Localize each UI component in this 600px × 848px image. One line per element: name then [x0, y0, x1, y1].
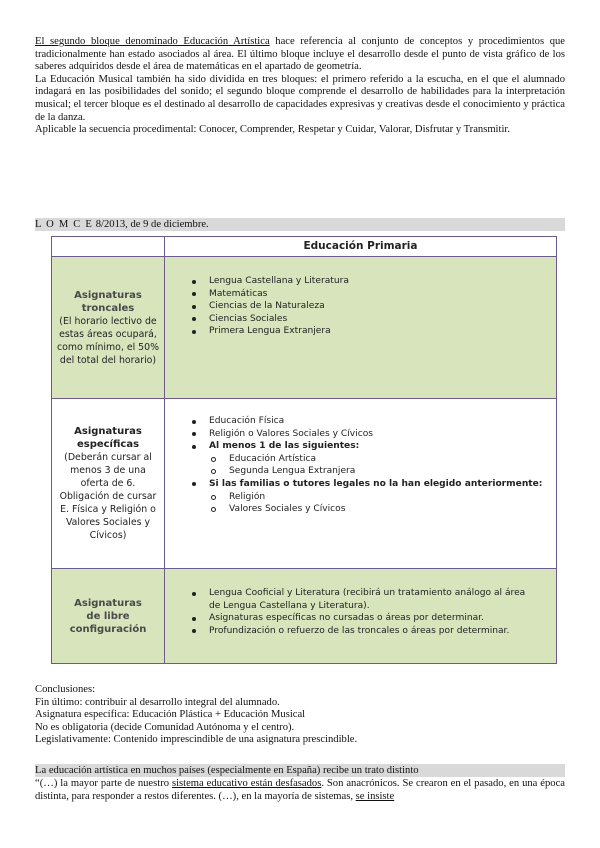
conclusion-line: Fin último: contribuir al desarrollo integral del alumnado. — [35, 696, 280, 708]
list-item: Ciencias Sociales — [189, 313, 349, 326]
group-2-label: Si las familias o tutores legales no la han elegido anteriormente: — [209, 478, 543, 489]
libre-label-cell — [52, 569, 165, 663]
law-acronym: L O M C E — [35, 219, 94, 230]
subjects-table — [51, 236, 557, 664]
sublist-item: Educación Artística — [189, 453, 542, 466]
troncales-title: Asignaturas troncales — [74, 289, 142, 314]
especificas-list-cell — [165, 399, 556, 568]
libre-title: Asignaturas de libre configuración — [69, 597, 147, 635]
table-header — [52, 237, 556, 257]
quote-paragraph — [35, 778, 565, 803]
troncales-list — [189, 275, 349, 338]
sublist-item: Religión — [189, 491, 542, 504]
intro-paragraph-2: La Educación Musical también ha sido dividida en tres bloques: el primero referido a la escucha, en el que el alumnado indagará en las posibilidades del sonido; el segundo bloque comprende el desarrollo de habilidades para la interpretación musical; el tercer bloque es el destinado al desarrollo de capacidades expresivas y creativas desde el conocimiento y práctica de la danza. — [35, 73, 565, 123]
table-header-empty-cell — [52, 237, 165, 256]
law-date: 8/2013, de 9 de diciembre. — [93, 219, 209, 230]
intro-underlined-lead: El segundo bloque denominado Educación Artística — [35, 36, 270, 47]
table-row-especificas — [52, 399, 556, 569]
especificas-title: Asignaturas específicas — [74, 426, 142, 450]
sublist-item: Valores Sociales y Cívicos — [189, 503, 542, 516]
troncales-note: (El horario lectivo de estas áreas ocupará, como mínimo, el 50% del total del horario) — [56, 315, 160, 366]
list-item-group-2 — [189, 478, 542, 516]
list-item: Profundización o refuerzo de las troncales o áreas por determinar. — [189, 625, 529, 638]
quote-start: “(…) la mayor parte de nuestro — [35, 778, 172, 789]
troncales-list-cell — [165, 257, 556, 398]
law-reference-band — [35, 218, 565, 231]
list-item: Asignaturas específicas no cursadas o áreas por determinar. — [189, 612, 529, 625]
especificas-note-1: (Deberán cursar al menos 3 de una oferta de 6. — [64, 452, 152, 489]
libre-list-cell — [165, 569, 556, 663]
bottom-heading: La educación artística en muchos países (especialmente en España) recibe un trato distinto — [35, 765, 419, 776]
quote-underlined-1: sistema educativo están desfasados — [171, 778, 322, 789]
intro-paragraph-3: Aplicable la secuencia procedimental: Conocer, Comprender, Respetar y Cuidar, Valorar, Disfrutar y Transmitir. — [35, 124, 510, 136]
especificas-list — [189, 415, 542, 516]
table-row-troncales — [52, 257, 556, 399]
intro-section — [35, 36, 565, 137]
list-item: Ciencias de la Naturaleza — [189, 300, 349, 313]
list-item: Educación Física — [189, 415, 542, 428]
troncales-label-cell — [52, 257, 165, 398]
intro-paragraph-1-text: hace referencia al conjunto de conceptos y procedimientos que tradicionalmente han estado asociados al área. El último bloque incluye el desarrollo desde el punto de vista gráfico de los saberes adquiridos desde el área de matemáticas en el apartado de geometría. — [35, 36, 565, 73]
quote-underlined-2: se insiste — [355, 790, 395, 802]
libre-list — [189, 587, 529, 637]
list-item-group-1 — [189, 440, 542, 478]
intro-paragraph-1 — [35, 36, 565, 74]
table-header-title: Educación Primaria — [303, 240, 418, 252]
group-2-sublist — [189, 491, 542, 516]
especificas-note-2: Obligación de cursar E. Física y Religión o Valores Sociales y Cívicos) — [59, 491, 157, 541]
table-row-libre — [52, 569, 556, 663]
list-item: Lengua Castellana y Literatura — [189, 275, 349, 288]
list-item: Religión o Valores Sociales y Cívicos — [189, 428, 542, 441]
conclusion-line: Asignatura específica: Educación Plástica + Educación Musical — [35, 709, 306, 721]
conclusion-line: Legislativamente: Contenido imprescindible de una asignatura prescindible. — [35, 734, 358, 746]
list-item: Lengua Cooficial y Literatura (recibirá un tratamiento análogo al área de Lengua Castellana y Literatura). — [189, 587, 529, 612]
group-1-sublist — [189, 453, 542, 478]
especificas-label-cell — [52, 399, 165, 568]
conclusion-line: No es obligatoria (decide Comunidad Autónoma y el centro). — [35, 721, 295, 733]
list-item: Primera Lengua Extranjera — [189, 325, 349, 338]
sublist-item: Segunda Lengua Extranjera — [189, 465, 542, 478]
bottom-heading-band — [35, 764, 565, 777]
conclusions-heading: Conclusiones: — [35, 684, 96, 695]
quote-middle: . Son anacrónicos. Se crearon en el pasado, en una época distinta, para responder a restos diferentes. (…), en la mayoría de sistemas, — [35, 778, 565, 802]
group-1-label: Al menos 1 de las siguientes: — [209, 441, 360, 452]
list-item: Matemáticas — [189, 288, 349, 301]
conclusions-section — [35, 684, 357, 747]
